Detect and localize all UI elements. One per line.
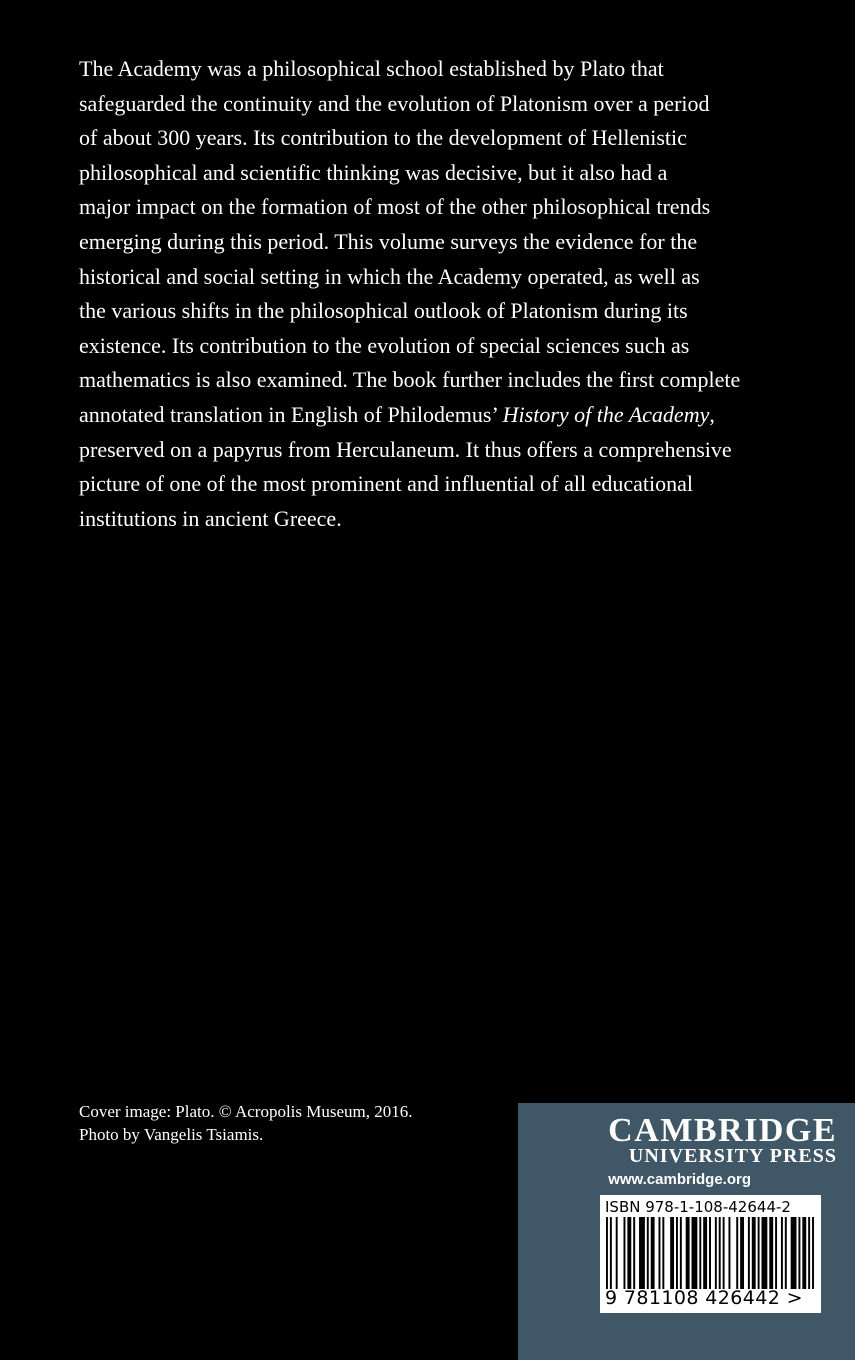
description-line: mathematics is also examined. The book further includes the first complete bbox=[79, 367, 741, 393]
description-line: historical and social setting in which the Academy operated, as well as bbox=[79, 263, 700, 289]
isbn-label: ISBN 978-1-108-42644-2 bbox=[605, 1198, 791, 1216]
description-line-suffix: , bbox=[709, 401, 715, 427]
description-line: institutions in ancient Greece. bbox=[79, 505, 342, 531]
description-line: safeguarded the continuity and the evolution of Platonism over a period bbox=[79, 90, 710, 116]
cover-image-credit bbox=[79, 1100, 413, 1146]
description-line: the various shifts in the philosophical outlook of Platonism during its bbox=[79, 298, 688, 324]
publisher-subname: UNIVERSITY PRESS bbox=[628, 1145, 837, 1167]
publisher-panel bbox=[518, 1103, 855, 1360]
publisher-url: www.cambridge.org bbox=[608, 1171, 751, 1188]
book-description bbox=[79, 52, 779, 536]
description-line: existence. Its contribution to the evolution of special sciences such as bbox=[79, 332, 690, 358]
barcode-panel bbox=[600, 1195, 821, 1313]
book-title-italic: History of the Academy bbox=[502, 401, 710, 427]
description-line: picture of one of the most prominent and influential of all educational bbox=[79, 471, 693, 497]
credit-line-1: Cover image: Plato. © Acropolis Museum, 2016. bbox=[79, 1102, 413, 1121]
description-line bbox=[79, 398, 779, 433]
credit-line-2: Photo by Vangelis Tsiamis. bbox=[79, 1125, 264, 1144]
description-line: emerging during this period. This volume surveys the evidence for the bbox=[79, 228, 698, 254]
publisher-name: CAMBRIDGE bbox=[608, 1112, 837, 1149]
description-line: of about 300 years. Its contribution to the development of Hellenistic bbox=[79, 125, 687, 151]
barcode-icon bbox=[606, 1217, 814, 1289]
description-line: preserved on a papyrus from Herculaneum. It thus offers a comprehensive bbox=[79, 436, 732, 462]
barcode-digits: 9 781108 426442 > bbox=[605, 1287, 803, 1309]
description-line: The Academy was a philosophical school established by Plato that bbox=[79, 56, 664, 81]
description-line: philosophical and scientific thinking was decisive, but it also had a bbox=[79, 159, 668, 185]
description-line-prefix: annotated translation in English of Philodemus’ bbox=[79, 401, 503, 427]
description-line: major impact on the formation of most of the other philosophical trends bbox=[79, 194, 711, 220]
